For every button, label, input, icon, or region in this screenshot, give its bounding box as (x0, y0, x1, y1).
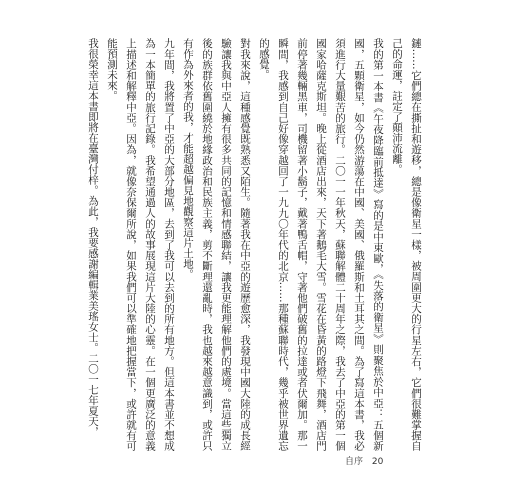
section-title: 自序 (345, 457, 364, 467)
paragraph: 我很榮幸這本書即將在臺灣付梓。為此，我要感謝編輯業美瑤女士。二〇一七年夏天， (87, 38, 99, 437)
paragraph: 九年間，我將置了中亞的大部分地區，去到了我可以去到的所有地方。但這本書並不想成為一本簡單的旅行記錄。我希望通過人的故事展現這片大陸的心靈。在一個更廣泛的意義上描述和解釋中亞。因為，就像奈保爾所說，如果我們可以準確地把握當下，或許就有可能預測未來。 (106, 38, 175, 451)
page-footer (345, 454, 389, 467)
paragraph: 我的第一本書《午夜降臨前抵達》寫的是中東歐，《失落的衛星》則聚焦於中亞：五個新國，五顆衛星，如今仍然游蕩在中國、美國、俄羅斯和土耳其之間。為了寫這本書，我必須進行大量艱苦的旅行。二〇一一年秋天，蘇聯解體二十周年之際，我去了中亞的第一個國家哈薩克斯坦。晚上從酒店出來，天下著鵝毛大雪。雪花在昏黃的路燈下飛舞，酒店門前停著幾輛黑車，司機留著小鬍子，戴著鴨舌帽，守著他們破舊的拉達或者伏爾加。那一瞬間，我感到自己好像穿越回了一九九〇年代的北京……那種蘇聯時代，幾乎被世界遺忘的感覺。 (258, 38, 384, 451)
paragraph: 鏈……它們總在撕扯和遊移，總是像衛星一樣，被周圍更大的行星左右，它們很難掌握自己的命運，註定了顛沛流離。 (391, 38, 422, 451)
body-text (85, 38, 425, 451)
page-number: 20 (371, 457, 384, 467)
paragraph: 對我來說，這種感覺既熟悉又陌生。隨著我在中亞的遊歷愈深，我發現中國大陸的成長經驗讓我與中亞人擁有很多共同的記憶和情感聯結，讓我更能理解他們的處境。當這些獨立後的族群依舊圍繞於地緣政治和民族主義，剪不斷理還亂時，我也越來越意識到，或許只有作為外來者的我，才能超越偏見地觀察這片土地。 (182, 38, 251, 451)
